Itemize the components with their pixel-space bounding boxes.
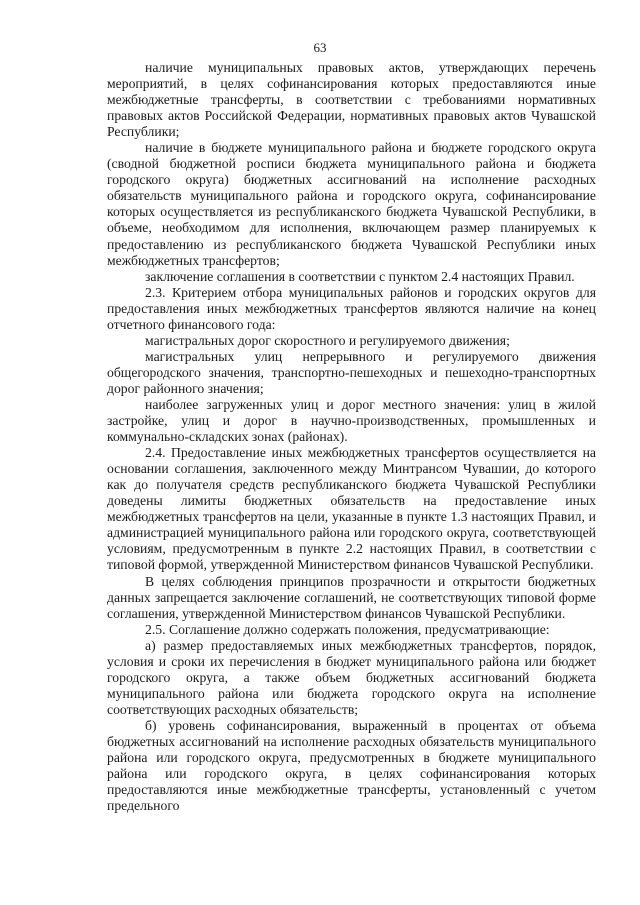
paragraph: 2.4. Предоставление иных межбюджетных трансфертов осуществляется на основании соглашения, заключенного между Минтрансом Чувашии, до которого как до получателя средств республиканского бюджета Чувашской Республики доведены лимиты бюджетных обязательств на предоставление иных межбюджетных трансфертов на цели, указанные в пункте 1.3 настоящих Правил, и администрацией муниципального района или городского округа, соответствующей условиям, предусмотренным в пункте 2.2 настоящих Правил, в соответствии с типовой формой, утвержденной Министерством финансов Чувашской Республики. [107,445,596,573]
paragraph: наличие в бюджете муниципального района и бюджете городского округа (сводной бюджетной росписи бюджета муниципального района и бюджета городского округа) бюджетных ассигнований на исполнение расходных обязательств муниципального района и городского округа, софинансирование которых осуществляется из республиканского бюджета Чувашской Республики, в объеме, необходимом для исполнения, включающем размер планируемых к предоставлению из республиканского бюджета Чувашской Республики иных межбюджетных трансфертов; [107,140,596,268]
document-body [107,60,596,814]
paragraph: а) размер предоставляемых иных межбюджетных трансфертов, порядок, условия и сроки их перечисления в бюджет муниципального района или бюджет городского округа, а также объем бюджетных ассигнований бюджета муниципального района или бюджета городского округа на исполнение соответствующих расходных обязательств; [107,637,596,717]
paragraph: 2.5. Соглашение должно содержать положения, предусматривающие: [145,621,550,637]
paragraph: магистральных улиц непрерывного и регулируемого движения общегородского значения, транспортно-пешеходных и пешеходно-транспортных дорог районного значения; [107,348,596,396]
page-number: 63 [313,40,327,55]
paragraph: наиболее загруженных улиц и дорог местного значения: улиц в жилой застройке, улиц и дорог в научно-производственных, промышленных и коммунально-складских зонах (районах). [107,396,596,445]
paragraph: В целях соблюдения принципов прозрачности и открытости бюджетных данных запрещается заключение соглашений, не соответствующих типовой форме соглашения, утвержденной Министерством финансов Чувашской Республики. [107,573,596,621]
paragraph: магистральных дорог скоростного и регулируемого движения; [145,332,510,348]
paragraph: б) уровень софинансирования, выраженный в процентах от объема бюджетных ассигнований на исполнение расходных обязательств муниципального района или городского округа, предусмотренных в бюджете муниципального района или городского округа, в целях софинансирования которых предоставляются иные межбюджетные трансферты, установленный с учетом предельного [107,717,596,814]
paragraph: заключение соглашения в соответствии с пунктом 2.4 настоящих Правил. [145,268,575,284]
paragraph: 2.3. Критерием отбора муниципальных районов и городских округов для предоставления иных межбюджетных трансфертов являются наличие на конец отчетного финансового года: [107,284,596,332]
paragraph: наличие муниципальных правовых актов, утверждающих перечень мероприятий, в целях софинансирования которых предоставляются иные межбюджетные трансферты, в соответствии с требованиями нормативных правовых актов Российской Федерации, нормативных правовых актов Чувашской Республики; [107,60,596,140]
